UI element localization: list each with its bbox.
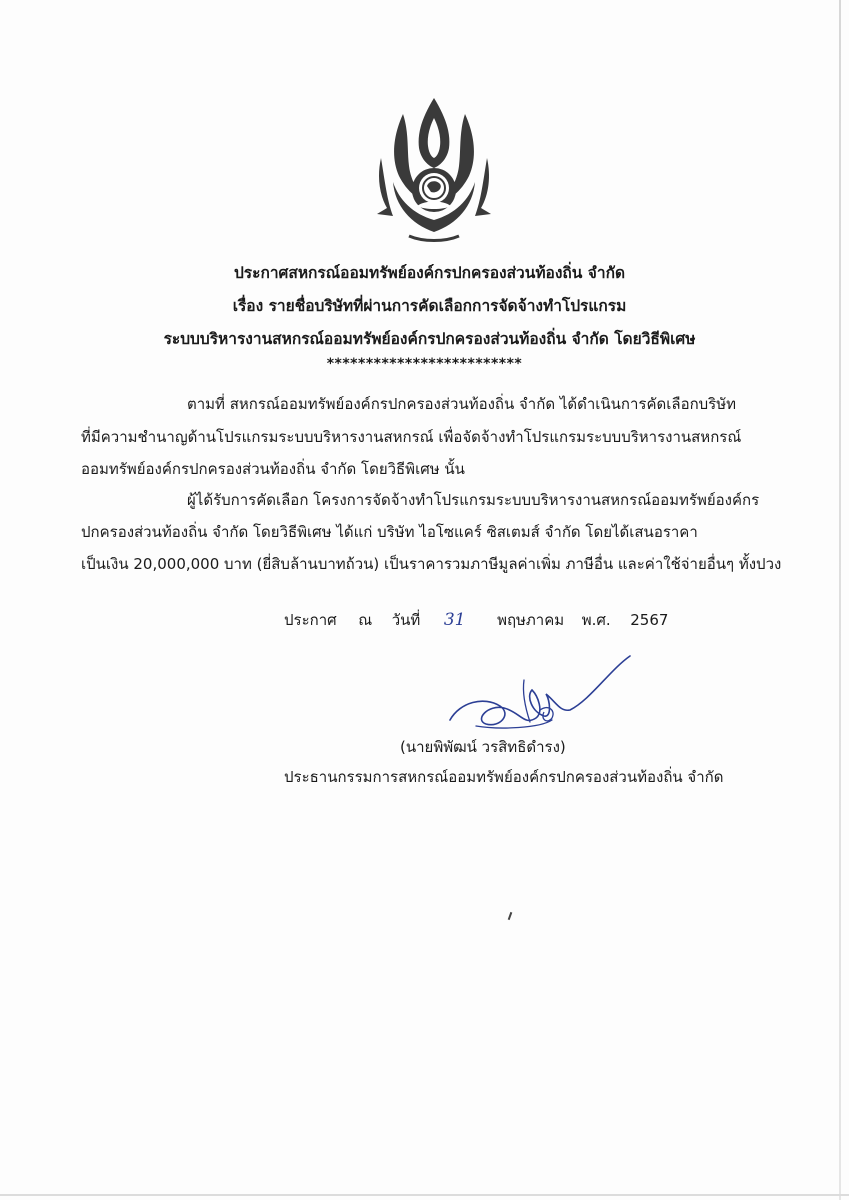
paragraph-2-line-1: ผู้ได้รับการคัดเลือก โครงการจัดจ้างทำโปรแกรมระบบบริหารงานสหกรณ์ออมทรัพย์องค์กร — [187, 491, 760, 509]
month: พฤษภาคม — [497, 611, 565, 629]
scan-edge — [0, 1194, 849, 1196]
separator-stars: ************************* — [326, 356, 523, 372]
handwritten-day: 31 — [443, 610, 466, 630]
announcement-date — [284, 608, 668, 632]
announce-at: ณ — [358, 611, 373, 629]
cooperative-logo-icon — [373, 96, 495, 246]
announcement-subject: เรื่อง รายชื่อบริษัทที่ผ่านการคัดเลือกการจัดจ้างทำโปรแกรม — [232, 297, 627, 315]
paragraph-1-line-1: ตามที่ สหกรณ์ออมทรัพย์องค์กรปกครองส่วนท้องถิ่น จำกัด ได้ดำเนินการคัดเลือกบริษัท — [187, 395, 737, 413]
scan-mark — [508, 912, 513, 920]
year: 2567 — [630, 611, 669, 629]
paragraph-1-line-3: ออมทรัพย์องค์กรปกครองส่วนท้องถิ่น จำกัด โดยวิธีพิเศษ นั้น — [81, 460, 465, 478]
announcement-subject-continued: ระบบบริหารงานสหกรณ์ออมทรัพย์องค์กรปกครองส่วนท้องถิ่น จำกัด โดยวิธีพิเศษ — [163, 330, 696, 348]
paragraph-1-line-2: ที่มีความชำนาญด้านโปรแกรมระบบบริหารงานสหกรณ์ เพื่อจัดจ้างทำโปรแกรมระบบบริหารงานสหกรณ์ — [81, 428, 742, 446]
paragraph-2-line-3: เป็นเงิน 20,000,000 บาท (ยี่สิบล้านบาทถ้วน) เป็นราคารวมภาษีมูลค่าเพิ่ม ภาษีอื่น และค่าใช้จ่ายอื่นๆ ทั้งปวง — [81, 555, 782, 573]
signer-position: ประธานกรรมการสหกรณ์ออมทรัพย์องค์กรปกครองส่วนท้องถิ่น จำกัด — [284, 768, 724, 786]
signer-name: (นายพิพัฒน์ วรสิทธิดำรง) — [400, 738, 566, 756]
paragraph-2-line-2: ปกครองส่วนท้องถิ่น จำกัด โดยวิธีพิเศษ ได้แก่ บริษัท ไอโซแคร์ ซิสเตมส์ จำกัด โดยได้เสนอราคา — [81, 523, 698, 541]
announcement-title: ประกาศสหกรณ์ออมทรัพย์องค์กรปกครองส่วนท้องถิ่น จำกัด — [233, 264, 626, 282]
announce-prefix: ประกาศ — [284, 611, 337, 629]
era: พ.ศ. — [581, 611, 611, 629]
handwritten-signature — [440, 650, 640, 735]
scan-edge — [839, 0, 841, 1200]
day-label: วันที่ — [391, 611, 421, 629]
